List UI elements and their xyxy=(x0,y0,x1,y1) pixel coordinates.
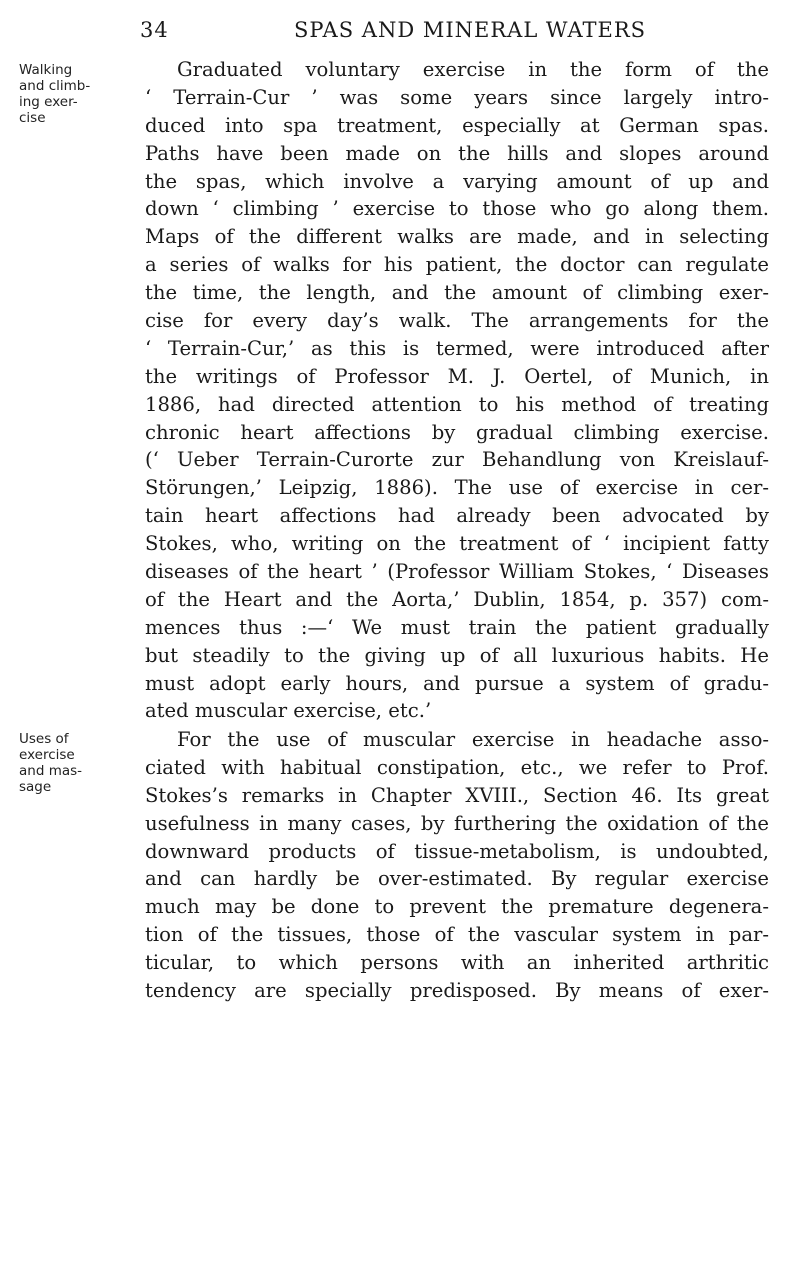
text-line: ticular, to which persons with an inherited arthritic xyxy=(145,951,769,975)
text-line: and can hardly be over-estimated. By regular exercise xyxy=(145,867,769,891)
text-line: 1886, had directed attention to his method of treating xyxy=(145,392,769,416)
text-line: Stokes, who, writing on the treatment of ‘ incipient fatty xyxy=(145,532,769,556)
text-line: ated muscular exercise, etc.’ xyxy=(145,699,432,723)
text-line: Stokes’s remarks in Chapter XVIII., Section 46. Its great xyxy=(145,783,769,807)
text-line: a series of walks for his patient, the doctor can regulate xyxy=(145,253,769,277)
sidenote-line: cise xyxy=(19,110,46,126)
text-line: the spas, which involve a varying amount of up and xyxy=(145,169,769,193)
paragraph-terrain-cur xyxy=(145,56,769,725)
text-line: diseases of the heart ’ (Professor William Stokes, ‘ Diseases xyxy=(145,560,769,584)
text-line: mences thus :—‘ We must train the patient gradually xyxy=(145,615,769,639)
text-line: down ‘ climbing ’ exercise to those who go along them. xyxy=(145,197,769,221)
text-line: cise for every day’s walk. The arrangements for the xyxy=(145,309,769,333)
text-line: ‘ Terrain-Cur,’ as this is termed, were introduced after xyxy=(145,336,769,360)
text-line: For the use of muscular exercise in headache asso- xyxy=(177,728,769,751)
text-line: but steadily to the giving up of all luxurious habits. He xyxy=(145,643,769,667)
text-line: Störungen,’ Leipzig, 1886). The use of exercise in cer- xyxy=(145,476,769,500)
running-title: SPAS AND MINERAL WATERS xyxy=(293,18,647,42)
text-line: Paths have been made on the hills and slopes around xyxy=(145,141,769,165)
page-number: 34 xyxy=(140,18,169,42)
text-line: tendency are specially predisposed. By means of exer- xyxy=(145,979,769,1003)
text-line: Maps of the different walks are made, and in selecting xyxy=(145,225,769,249)
sidenote-line: exercise xyxy=(19,747,75,763)
text-line: much may be done to prevent the premature degenera- xyxy=(145,895,769,919)
sidenote-uses-of-exercise xyxy=(19,731,104,795)
sidenote-line: and climb- xyxy=(19,78,91,94)
text-line: ciated with habitual constipation, etc., we refer to Prof. xyxy=(145,755,769,779)
text-line: tain heart affections had already been advocated by xyxy=(145,504,769,528)
text-line: (‘ Ueber Terrain-Curorte zur Behandlung von Kreislauf- xyxy=(145,448,769,472)
text-line: ‘ Terrain-Cur ’ was some years since largely intro- xyxy=(145,85,769,109)
text-line: chronic heart affections by gradual climbing exercise. xyxy=(145,420,769,444)
sidenote-line: Walking xyxy=(19,62,73,78)
sidenote-line: and mas- xyxy=(19,763,83,779)
text-line: the writings of Professor M. J. Oertel, of Munich, in xyxy=(145,364,769,388)
sidenote-line: sage xyxy=(19,779,52,795)
text-line: tion of the tissues, those of the vascular system in par- xyxy=(145,923,769,947)
text-line: downward products of tissue-metabolism, is undoubted, xyxy=(145,839,769,863)
text-line: the time, the length, and the amount of climbing exer- xyxy=(145,281,769,305)
running-head xyxy=(140,18,770,48)
text-line: duced into spa treatment, especially at German spas. xyxy=(145,113,769,137)
sidenote-line: Uses of xyxy=(19,731,69,747)
text-line: Graduated voluntary exercise in the form of the xyxy=(177,58,769,81)
text-line: must adopt early hours, and pursue a system of gradu- xyxy=(145,671,769,695)
sidenote-walking xyxy=(19,62,104,126)
paragraph-uses-of-exercise xyxy=(145,726,769,1005)
text-line: of the Heart and the Aorta,’ Dublin, 1854, p. 357) com- xyxy=(145,587,769,611)
text-line: usefulness in many cases, by furthering the oxidation of the xyxy=(145,811,769,835)
sidenote-line: ing exer- xyxy=(19,94,78,110)
